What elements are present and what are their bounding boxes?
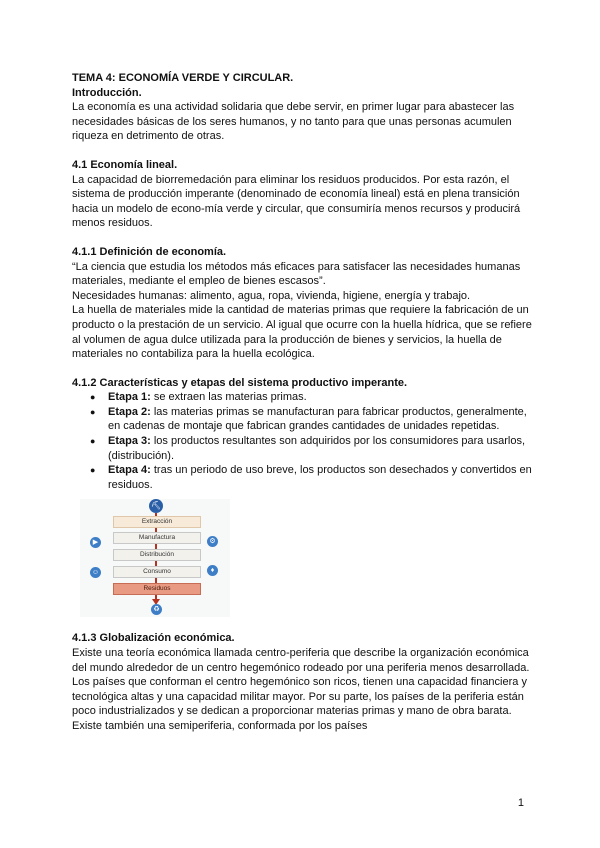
step-distribution: Distribución [113,549,201,561]
list-item [108,434,534,463]
section-4-1-3-paragraph: Existe una teoría económica llamada centro-periferia que describe la organización económica del mundo alrededor de un centro hegemónico rodeado por una periferia menos desarrollada. Los países que conforman el centro hegemónico son ricos, tienen una capacidad financiera y tecnológica altas y una capacidad militar mayor. Por su parte, los países de la periferia están poco industrializados y se dedican a proporcionar materias primas y mano de obra barata. Existe también una semiperiferia, conformada por los países [72,647,530,732]
list-item [108,463,534,492]
document-page [72,71,534,734]
section-4-1-1-heading: 4.1.1 Definición de economía. [72,245,227,258]
section-4-1-2-heading: 4.1.2 Características y etapas del sistema productivo imperante. [72,376,408,389]
section-4-1-3-heading: 4.1.3 Globalización económica. [72,632,235,645]
waste-icon: ♻ [151,604,162,615]
step-manufacture: Manufactura [113,532,201,544]
page-number: 1 [517,797,524,809]
stage-label: Etapa 4: [108,464,151,477]
stages-list [72,390,534,492]
stage-label: Etapa 1: [108,391,151,404]
intro-heading: Introducción. [72,86,142,99]
section-4-1-heading: 4.1 Economía lineal. [72,158,178,171]
truck-icon: ▶ [90,537,101,548]
stage-text: las materias primas se manufacturan para fabricar productos, generalmente, en cadenas de montaje que fabrican grandes cantidades de unidades repetidas. [108,405,527,433]
list-item [108,390,534,405]
stage-text: se extraen las materias primas. [150,391,307,404]
stage-text: los productos resultantes son adquiridos por los consumidores para usarlos, (distribución). [108,435,525,462]
intro-paragraph: La economía es una actividad solidaria que debe servir, en primer lugar para abastecer las necesidades básicas de los seres humanos, y no tanto para que unas personas acumulen riqueza en detrimento de otras. [72,101,515,143]
step-waste: Residuos [113,583,201,595]
linear-economy-diagram [80,499,230,617]
definition-quote: “La ciencia que estudia los métodos más eficaces para satisfacer las necesidades humanas materiales, mediante el empleo de bienes escasos”. [72,260,521,288]
stage-label: Etapa 2: [108,405,151,418]
people-icon: ☺ [91,569,100,577]
material-footprint-paragraph: La huella de materiales mide la cantidad de materias primas que requiere la fabricación de un producto o la prestación de un servicio. Al igual que ocurre con la huella hídrica, que se refiere al volumen de agua dulce utilizada para la producción de bienes y servicios, la huella de materiales no contabiliza para la huella ecológica. [72,304,532,361]
human-needs-paragraph: Necesidades humanas: alimento, agua, ropa, vivienda, higiene, energía y trabajo. [72,289,471,302]
stage-text: tras un periodo de uso breve, los productos son desechados y convertidos en residuos. [108,464,532,491]
shopping-icon: ♦ [207,565,218,576]
factory-icon: ⚙ [207,536,218,547]
step-consumption: Consumo [113,566,201,578]
mining-icon: ⛏ [149,499,163,513]
section-4-1-paragraph: La capacidad de biorremedación para eliminar los residuos producidos. Por esta razón, el sistema de producción imperante (denominado de economía lineal) está en plena transición hacia un modelo de econo-mía verde y circular, que consumiría menos recursos y producirá menos residuos. [72,173,521,230]
document-title: TEMA 4: ECONOMÍA VERDE Y CIRCULAR. [72,72,294,84]
stage-label: Etapa 3: [108,435,151,448]
list-item [108,405,534,434]
step-extraction: Extracción [113,516,201,528]
